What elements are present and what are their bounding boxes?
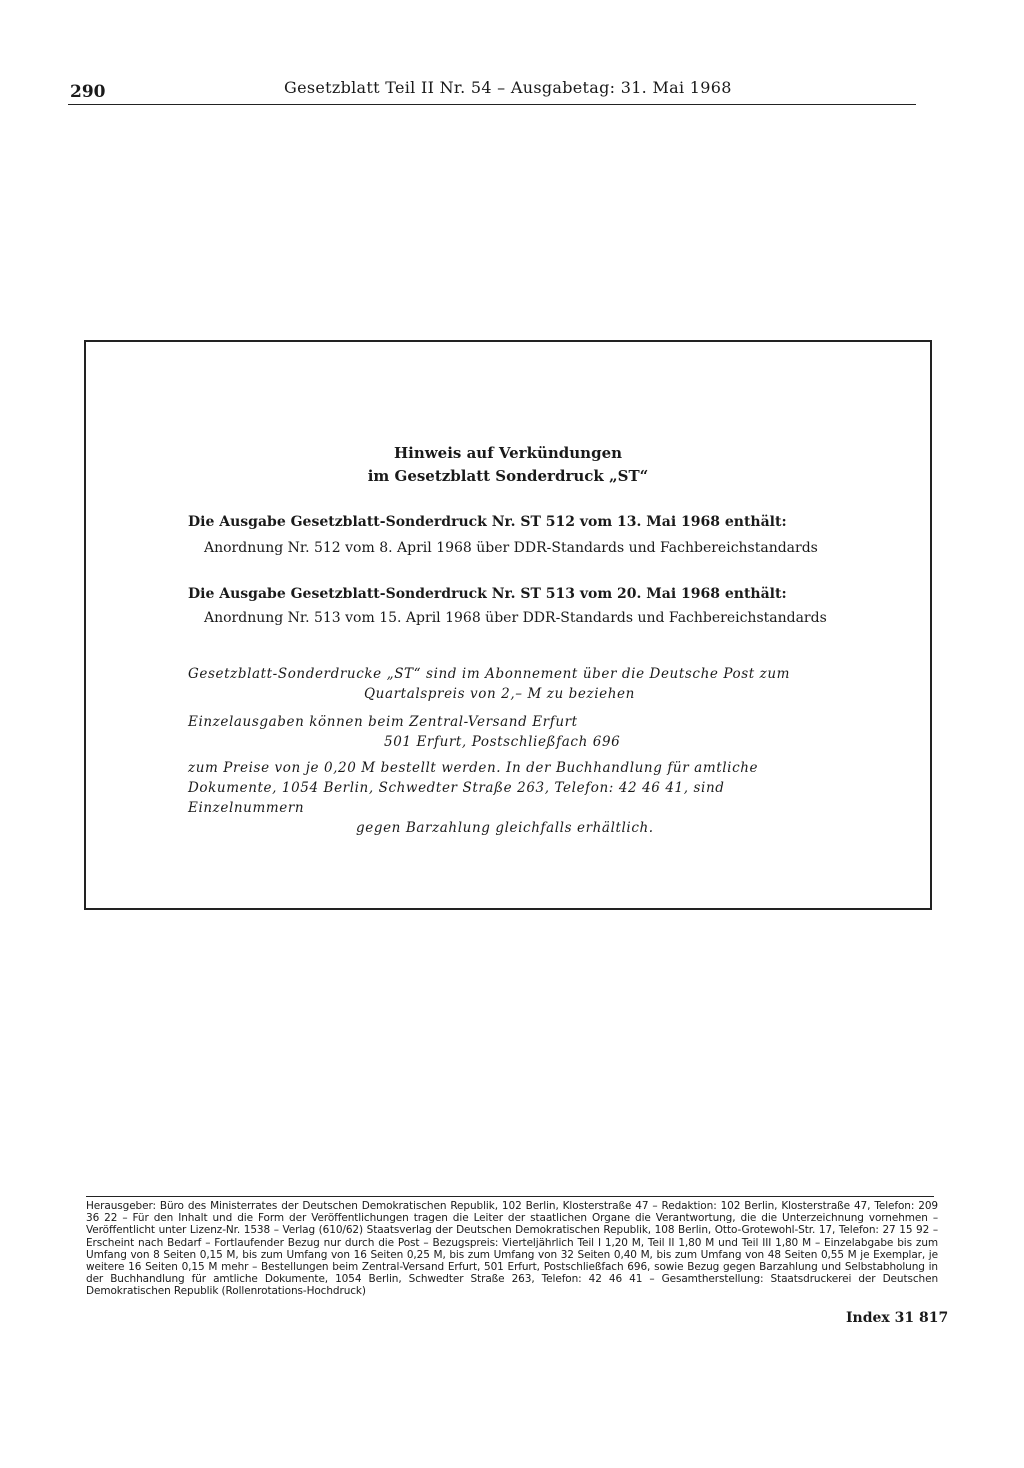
entry-body-512: Anordnung Nr. 512 vom 8. April 1968 über DDR-Standards und Fachbereichstandards <box>204 540 818 556</box>
single-issue-line-1: Einzelausgaben können beim Zentral-Versand Erfurt <box>188 714 578 730</box>
footer-rule <box>86 1196 934 1197</box>
entry-heading-512: Die Ausgabe Gesetzblatt-Sonderdruck Nr. ST 512 vom 13. Mai 1968 enthält: <box>188 514 787 530</box>
subscription-line-2: Quartalspreis von 2,– M zu beziehen <box>364 686 635 702</box>
notice-title <box>86 442 930 488</box>
notice-box <box>84 340 932 910</box>
subscription-line-1: Gesetzblatt-Sonderdrucke „ST“ sind im Abonnement über die Deutsche Post zum <box>188 666 791 682</box>
index-code: Index 31 817 <box>846 1310 949 1326</box>
subscription-note <box>188 664 828 704</box>
notice-title-line-2: im Gesetzblatt Sonderdruck „ST“ <box>367 467 649 485</box>
price-note <box>188 758 828 838</box>
page-number: 290 <box>70 82 106 102</box>
notice-title-line-1: Hinweis auf Verkündungen <box>393 444 623 462</box>
price-line-1: zum Preise von je 0,20 M bestellt werden. In der Buchhandlung für amtliche <box>188 760 759 776</box>
page-header <box>68 76 916 105</box>
entry-body-513: Anordnung Nr. 513 vom 15. April 1968 über DDR-Standards und Fachbereichstandards <box>204 610 827 626</box>
price-line-2: Dokumente, 1054 Berlin, Schwedter Straße 263, Telefon: 42 46 41, sind Einzelnummern <box>188 780 725 816</box>
price-line-3: gegen Barzahlung gleichfalls erhältlich. <box>356 820 654 836</box>
running-title: Gesetzblatt Teil II Nr. 54 – Ausgabetag: 31. Mai 1968 <box>284 78 732 97</box>
single-issue-line-2: 501 Erfurt, Postschließfach 696 <box>384 734 621 750</box>
imprint-text: Herausgeber: Büro des Ministerrates der Deutschen Demokratischen Republik, 102 Berlin, Klosterstraße 47 – Redaktion: 102 Berlin, Klosterstraße 47, Telefon: 209 36 22 – Für den Inhalt und die Form der Veröffentlichungen tragen die Leiter der staatlichen Organe die Verantwortung, die die Unterzeichnung vornehmen – Veröffentlicht unter Lizenz-Nr. 1538 – Verlag (610/62) Staatsverlag der Deutschen Demokratischen Republik, 108 Berlin, Otto-Grotewohl-Str. 17, Telefon: 27 15 92 – Erscheint nach Bedarf – Fortlaufender Bezug nur durch die Post – Bezugspreis: Vierteljährlich Teil I 1,20 M, Teil II 1,80 M und Teil III 1,80 M – Einzelabgabe bis zum Umfang von 8 Seiten 0,15 M, bis zum Umfang von 16 Seiten 0,25 M, bis zum Umfang von 32 Seiten 0,40 M, bis zum Umfang von 48 Seiten 0,55 M je Exemplar, je weitere 16 Seiten 0,15 M mehr – Bestellungen beim Zentral-Versand Erfurt, 501 Erfurt, Postschließfach 696, sowie Bezug gegen Barzahlung und Selbstabholung in der Buchhandlung für amtliche Dokumente, 1054 Berlin, Schwedter Straße 263, Telefon: 42 46 41 – Gesamtherstellung: Staatsdruckerei der Deutschen Demokratischen Republik (Rollenrotations-Hochdruck) <box>86 1200 938 1298</box>
single-issue-note <box>188 712 828 752</box>
entry-heading-513: Die Ausgabe Gesetzblatt-Sonderdruck Nr. ST 513 vom 20. Mai 1968 enthält: <box>188 586 787 602</box>
